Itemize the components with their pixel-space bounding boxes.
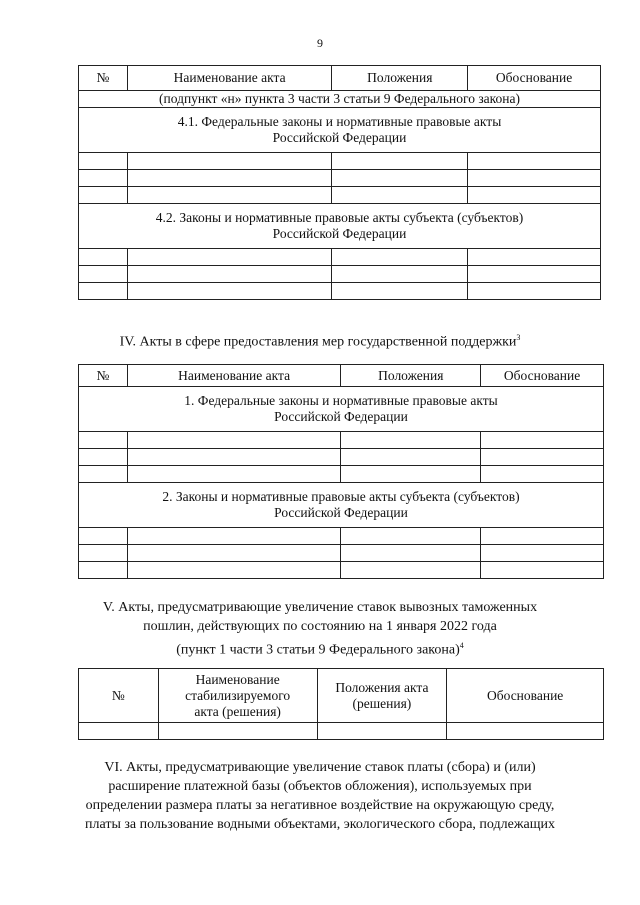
table-acts-4 <box>78 65 601 300</box>
table-row <box>79 466 604 483</box>
col-justification: Обоснование <box>481 365 604 387</box>
col-justification: Обоснование <box>468 66 601 91</box>
table-row <box>79 723 604 740</box>
table-row <box>79 449 604 466</box>
table-acts-v <box>78 668 604 740</box>
table-row <box>79 528 604 545</box>
table-row <box>79 170 601 187</box>
heading-iv: IV. Акты в сфере предоставления мер государственной поддержки$^3$ <box>119 333 521 350</box>
col-justification: Обоснование <box>447 669 604 723</box>
table-row <box>79 432 604 449</box>
col-act-name: Наименование акта <box>127 365 341 387</box>
table-row <box>79 153 601 170</box>
section-heading: 1. Федеральные законы и нормативные правовые акты Российской Федерации <box>79 387 604 432</box>
col-act-provisions: Положения акта (решения) <box>317 669 447 723</box>
col-stabilized-act-name: Наименование стабилизируемого акта (решения) <box>158 669 317 723</box>
col-number: № <box>79 66 128 91</box>
table-subheader: (подпункт «н» пункта 3 части 3 статьи 9 Федерального закона) <box>79 91 601 108</box>
table-row <box>79 187 601 204</box>
table-acts-iv <box>78 364 604 579</box>
heading-v: V. Акты, предусматривающие увеличение ставок вывозных таможенных пошлин, действующих по состоянию на 1 января 2022 года (пункт 1 части 3 статьи 9 Федерального закона)$^4$ <box>102 600 538 658</box>
col-number: № <box>79 669 159 723</box>
col-provisions: Положения <box>341 365 481 387</box>
section-heading: 2. Законы и нормативные правовые акты субъекта (субъектов) Российской Федерации <box>79 483 604 528</box>
table-row <box>79 266 601 283</box>
page-number: 9 <box>317 36 323 50</box>
table-row <box>79 283 601 300</box>
col-provisions: Положения <box>332 66 468 91</box>
col-act-name: Наименование акта <box>127 66 332 91</box>
section-heading: 4.1. Федеральные законы и нормативные правовые акты Российской Федерации <box>79 108 601 153</box>
table-row <box>79 562 604 579</box>
col-number: № <box>79 365 128 387</box>
table-row <box>79 545 604 562</box>
table-row <box>79 249 601 266</box>
heading-vi: VI. Акты, предусматривающие увеличение ставок платы (сбора) и (или) расширение платежной базы (объектов обложения), используемых при определении размера платы за негативное воздействие на окружающую среду, платы за пользование водными объектами, экологического сбора, подлежащих <box>85 760 555 832</box>
section-heading: 4.2. Законы и нормативные правовые акты субъекта (субъектов) Российской Федерации <box>79 204 601 249</box>
